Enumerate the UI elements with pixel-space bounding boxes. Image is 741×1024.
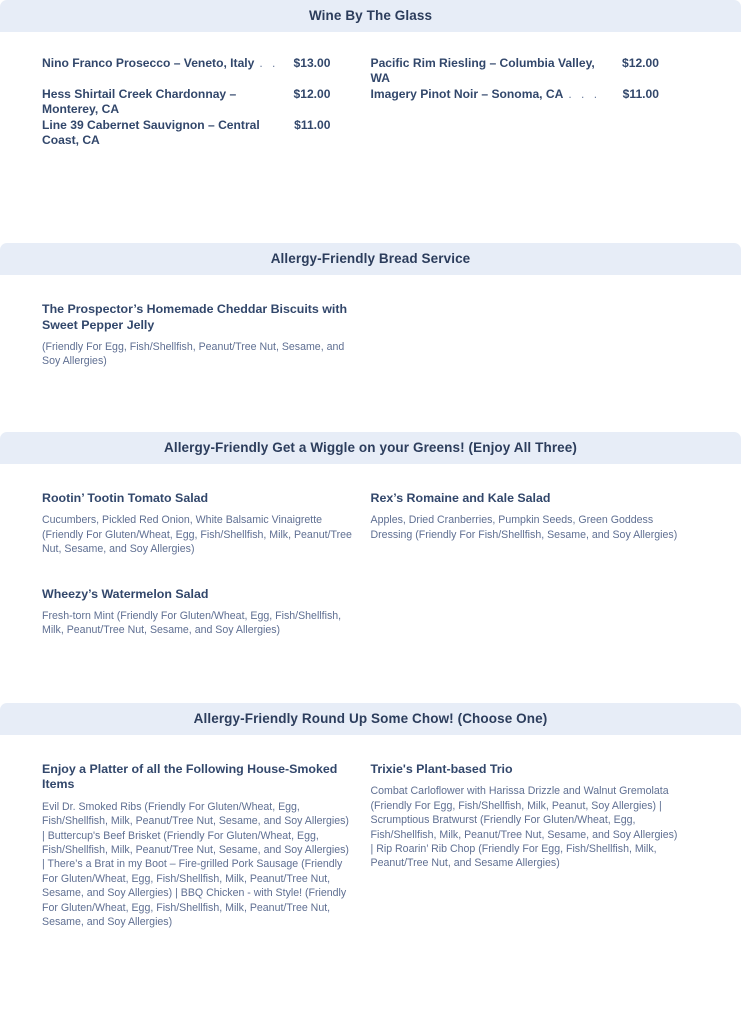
menu-item-empty <box>371 302 700 369</box>
menu-item-description: Fresh-torn Mint (Friendly For Gluten/Wheat, Egg, Fish/Shellfish, Milk, Peanut/Tree Nut, Sesame, and Soy Allergies) <box>42 610 342 637</box>
menu-item[interactable] <box>42 587 371 638</box>
section-allergy-friendly-round-up-some-chow <box>0 703 741 930</box>
menu-item[interactable] <box>42 491 371 557</box>
menu-item-title: Rootin’ Tootin Tomato Salad <box>42 490 209 505</box>
price-leader-dots: . . . <box>568 87 601 101</box>
menu-item-description: Cucumbers, Pickled Red Onion, White Balsamic Vinaigrette (Friendly For Gluten/Wheat, Egg, Fish/Shellfish, Milk, Peanut/Tree Nut, Sesame, and Soy Allergies) <box>42 514 352 556</box>
section-spacer <box>0 638 741 703</box>
menu-item-description: Combat Carloflower with Harissa Drizzle and Walnut Gremolata (Friendly For Egg, Fish/Shellfish, Milk, Peanut, Soy Allergies) | Scrumptious Bratwurst (Friendly For Gluten/Wheat, Egg, Fish/Shellfish, Milk, Peanut/Tree Nut, Sesame, and Soy Allergies) | Rip Roarin’ Rib Chop (Friendly For Egg, Fish/Shellfish, Milk, Peanut/Tree Nut, and Sesame Allergies) <box>370 785 678 870</box>
section-wine-by-the-glass <box>0 0 741 148</box>
section-title: Allergy-Friendly Get a Wiggle on your Greens! (Enjoy All Three) <box>164 440 577 456</box>
menu-item-title: Trixie's Plant-based Trio <box>370 761 513 776</box>
section-header-allergy-friendly-greens <box>0 432 741 464</box>
menu-item-empty <box>371 587 700 638</box>
wine-list-item-empty <box>371 118 700 148</box>
section-allergy-friendly-greens <box>0 432 741 638</box>
section-spacer <box>0 369 741 432</box>
section-title: Allergy-Friendly Bread Service <box>270 251 471 267</box>
menu-item[interactable] <box>42 762 371 930</box>
menu-item[interactable] <box>371 762 700 930</box>
section-body-allergy-friendly-round-up-some-chow <box>0 735 741 930</box>
wine-name: Imagery Pinot Noir – Sonoma, CA <box>370 87 564 101</box>
menu-item-title: The Prospector’s Homemade Cheddar Biscuits with Sweet Pepper Jelly <box>42 302 348 332</box>
menu-item-description: Apples, Dried Cranberries, Pumpkin Seeds, Green Goddess Dressing (Friendly For Fish/Shellfish, Sesame, and Soy Allergies) <box>370 514 678 541</box>
food-items-grid <box>42 491 699 638</box>
section-spacer <box>0 148 741 243</box>
menu-item[interactable] <box>371 491 700 557</box>
row-spacer <box>371 557 700 587</box>
wine-name: Nino Franco Prosecco – Veneto, Italy <box>42 56 255 70</box>
wine-list-item[interactable] <box>42 56 371 87</box>
section-header-allergy-friendly-round-up-some-chow <box>0 703 741 735</box>
section-body-wine-by-the-glass <box>0 32 741 148</box>
food-items-grid <box>42 302 699 369</box>
section-header-wine-by-the-glass <box>0 0 741 32</box>
wine-name: Hess Shirtail Creek Chardonnay – Monterey, CA <box>42 87 237 116</box>
wine-name: Pacific Rim Riesling – Columbia Valley, WA <box>370 56 595 85</box>
wine-price: $12.00 <box>622 56 659 70</box>
wine-price: $12.00 <box>293 87 331 101</box>
menu-item[interactable] <box>42 302 371 369</box>
wine-list-item[interactable] <box>371 87 700 118</box>
menu-item-description: (Friendly For Egg, Fish/Shellfish, Peanut/Tree Nut, Sesame, and Soy Allergies) <box>42 341 345 368</box>
wine-list-item[interactable] <box>42 87 371 118</box>
section-header-allergy-friendly-bread-service <box>0 243 741 275</box>
section-title: Wine By The Glass <box>308 8 433 24</box>
food-items-grid <box>42 762 699 930</box>
wine-list-item[interactable] <box>371 56 700 87</box>
wine-list-item[interactable] <box>42 118 371 148</box>
wine-price: $13.00 <box>293 56 331 70</box>
menu-item-title: Wheezy’s Watermelon Salad <box>42 586 209 601</box>
wine-name: Line 39 Cabernet Sauvignon – Central Coast, CA <box>42 118 260 147</box>
menu-item-description: Evil Dr. Smoked Ribs (Friendly For Gluten/Wheat, Egg, Fish/Shellfish, Milk, Peanut/Tree Nut, Sesame, and Soy Allergies) | Buttercup's Beef Brisket (Friendly For Gluten/Wheat, Egg, Fish/Shellfish, Milk, Peanut/Tree Nut, Sesame, and Soy Allergies) | There’s a Brat in my Boot – Fire-grilled Pork Sausage (Friendly For Gluten/Wheat, Egg, Fish/Shellfish, Milk, Peanut/Tree Nut, Sesame, and Soy Allergies) | BBQ Chicken - with Style! (Friendly For Gluten/Wheat, Egg, Fish/Shellfish, Milk, Peanut/Tree Nut, Sesame, and Soy Allergies) <box>42 800 349 929</box>
wine-items-grid <box>42 56 699 148</box>
wine-price: $11.00 <box>294 118 331 132</box>
row-spacer <box>42 557 371 587</box>
wine-price: $11.00 <box>622 87 659 101</box>
section-body-allergy-friendly-bread-service <box>0 275 741 369</box>
section-allergy-friendly-bread-service <box>0 243 741 369</box>
section-body-allergy-friendly-greens <box>0 464 741 638</box>
menu-item-title: Rex’s Romaine and Kale Salad <box>370 490 551 505</box>
menu-item-title: Enjoy a Platter of all the Following House-Smoked Items <box>42 761 338 792</box>
price-leader-dots: . . <box>259 56 279 70</box>
section-title: Allergy-Friendly Round Up Some Chow! (Choose One) <box>193 711 548 727</box>
